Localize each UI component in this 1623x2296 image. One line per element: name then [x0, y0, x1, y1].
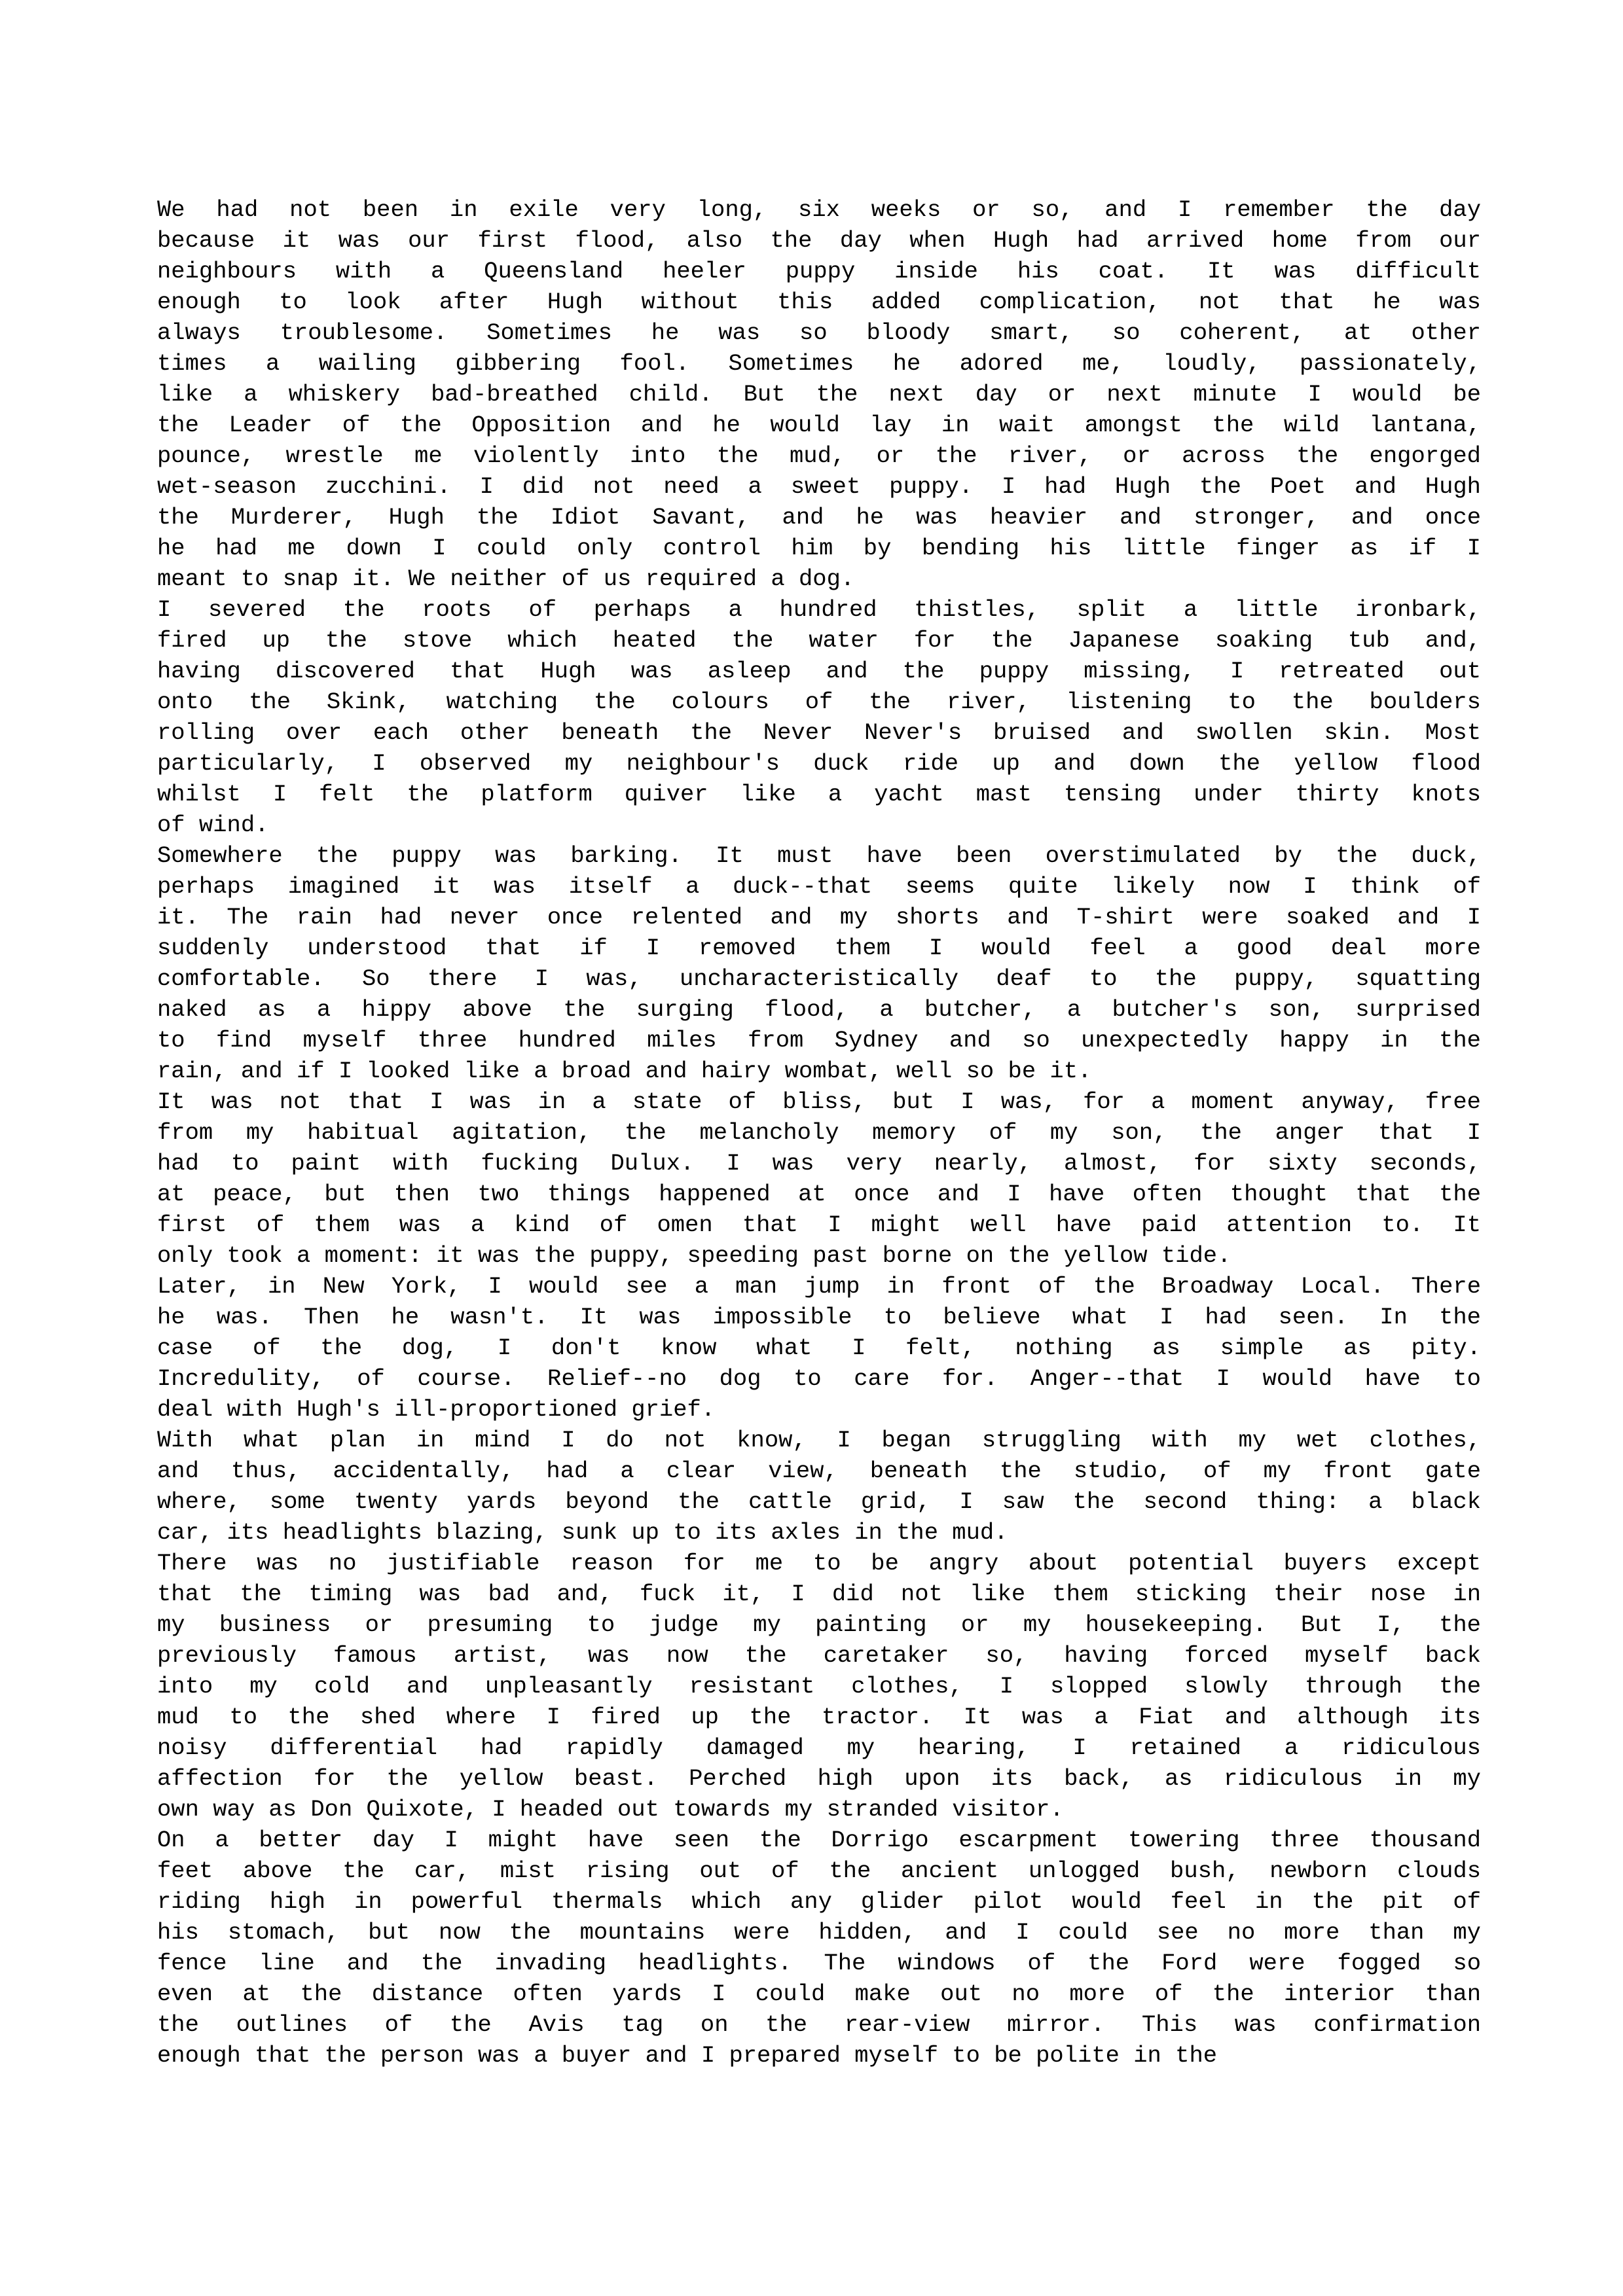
text-line: whilst I felt the platform quiver like a yacht mast tensing under thirty knots: [157, 781, 1481, 808]
text-line: had to paint with fucking Dulux. I was very nearly, almost, for sixty seconds,: [157, 1150, 1481, 1177]
text-line: own way as Don Quixote, I headed out towards my stranded visitor.: [157, 1796, 1064, 1823]
text-line: riding high in powerful thermals which any glider pilot would feel in the pit of: [157, 1888, 1481, 1915]
text-line: There was no justifiable reason for me to be angry about potential buyers except: [157, 1550, 1481, 1577]
text-line: from my habitual agitation, the melancholy memory of my son, the anger that I: [157, 1119, 1481, 1146]
paragraph: [157, 1548, 1481, 1825]
text-line: mud to the shed where I fired up the tractor. It was a Fiat and although its: [157, 1704, 1481, 1731]
text-line: It was not that I was in a state of bliss, but I was, for a moment anyway, free: [157, 1088, 1481, 1115]
text-line: pounce, wrestle me violently into the mud, or the river, or across the engorged: [157, 442, 1481, 469]
text-line: that the timing was bad and, fuck it, I did not like them sticking their nose in: [157, 1581, 1481, 1607]
paragraph: [157, 594, 1481, 840]
text-line: rain, and if I looked like a broad and hairy wombat, well so be it.: [157, 1058, 1092, 1085]
text-line: even at the distance often yards I could make out no more of the interior than: [157, 1981, 1481, 2007]
text-line: the outlines of the Avis tag on the rear-view mirror. This was confirmation: [157, 2011, 1481, 2038]
text-line: the Leader of the Opposition and he would lay in wait amongst the wild lantana,: [157, 412, 1481, 439]
paragraph: [157, 194, 1481, 594]
text-line: to find myself three hundred miles from Sydney and so unexpectedly happy in the: [157, 1027, 1481, 1054]
text-line: deal with Hugh's ill-proportioned grief.: [157, 1396, 716, 1423]
text-line: it. The rain had never once relented and my shorts and T-shirt were soaked and I: [157, 904, 1481, 931]
text-line: rolling over each other beneath the Never Never's bruised and swollen skin. Most: [157, 719, 1481, 746]
text-line: meant to snap it. We neither of us required a dog.: [157, 565, 855, 592]
text-line: case of the dog, I don't know what I felt, nothing as simple as pity.: [157, 1335, 1481, 1361]
text-line: my business or presuming to judge my painting or my housekeeping. But I, the: [157, 1611, 1481, 1638]
paragraph: [157, 840, 1481, 1086]
text-line: enough to look after Hugh without this added complication, not that he was: [157, 289, 1481, 315]
text-block: [157, 194, 1481, 2071]
text-line: fired up the stove which heated the water for the Japanese soaking tub and,: [157, 627, 1481, 654]
text-line: enough that the person was a buyer and I prepared myself to be polite in the: [157, 2042, 1218, 2069]
text-line: suddenly understood that if I removed them I would feel a good deal more: [157, 935, 1481, 961]
text-line: With what plan in mind I do not know, I began struggling with my wet clothes,: [157, 1427, 1481, 1454]
text-line: he had me down I could only control him by bending his little finger as if I: [157, 535, 1481, 562]
text-line: only took a moment: it was the puppy, speeding past borne on the yellow tide.: [157, 1242, 1231, 1269]
text-line: perhaps imagined it was itself a duck--that seems quite likely now I think of: [157, 873, 1481, 900]
text-line: first of them was a kind of omen that I might well have paid attention to. It: [157, 1211, 1481, 1238]
paragraph: [157, 1271, 1481, 1425]
text-line: of wind.: [157, 812, 269, 838]
text-line: where, some twenty yards beyond the cattle grid, I saw the second thing: a black: [157, 1488, 1481, 1515]
text-line: naked as a hippy above the surging flood, a butcher, a butcher's son, surprised: [157, 996, 1481, 1023]
text-line: into my cold and unpleasantly resistant clothes, I slopped slowly through the: [157, 1673, 1481, 1700]
text-line: like a whiskery bad-breathed child. But the next day or next minute I would be: [157, 381, 1481, 408]
text-line: at peace, but then two things happened at once and I have often thought that the: [157, 1181, 1481, 1208]
text-line: We had not been in exile very long, six weeks or so, and I remember the day: [157, 196, 1481, 223]
text-line: Incredulity, of course. Relief--no dog to care for. Anger--that I would have to: [157, 1365, 1481, 1392]
text-line: Somewhere the puppy was barking. It must have been overstimulated by the duck,: [157, 842, 1481, 869]
text-line: having discovered that Hugh was asleep and the puppy missing, I retreated out: [157, 658, 1481, 685]
paragraph: [157, 1425, 1481, 1548]
text-line: affection for the yellow beast. Perched high upon its back, as ridiculous in my: [157, 1765, 1481, 1792]
text-line: wet-season zucchini. I did not need a sweet puppy. I had Hugh the Poet and Hugh: [157, 473, 1481, 500]
text-line: he was. Then he wasn't. It was impossible to believe what I had seen. In the: [157, 1304, 1481, 1331]
text-line: onto the Skink, watching the colours of the river, listening to the boulders: [157, 689, 1481, 715]
text-line: comfortable. So there I was, uncharacteristically deaf to the puppy, squatting: [157, 965, 1481, 992]
text-line: car, its headlights blazing, sunk up to its axles in the mud.: [157, 1519, 1008, 1546]
text-line: the Murderer, Hugh the Idiot Savant, and he was heavier and stronger, and once: [157, 504, 1481, 531]
text-line: particularly, I observed my neighbour's duck ride up and down the yellow flood: [157, 750, 1481, 777]
text-line: Later, in New York, I would see a man jump in front of the Broadway Local. There: [157, 1273, 1481, 1300]
text-line: always troublesome. Sometimes he was so bloody smart, so coherent, at other: [157, 319, 1481, 346]
text-line: because it was our first flood, also the day when Hugh had arrived home from our: [157, 227, 1481, 254]
text-line: On a better day I might have seen the Dorrigo escarpment towering three thousand: [157, 1827, 1481, 1854]
text-line: feet above the car, mist rising out of the ancient unlogged bush, newborn clouds: [157, 1857, 1481, 1884]
paragraph: [157, 1086, 1481, 1271]
text-line: times a wailing gibbering fool. Sometimes he adored me, loudly, passionately,: [157, 350, 1481, 377]
text-line: noisy differential had rapidly damaged my hearing, I retained a ridiculous: [157, 1734, 1481, 1761]
text-line: and thus, accidentally, had a clear view, beneath the studio, of my front gate: [157, 1458, 1481, 1484]
text-line: previously famous artist, was now the caretaker so, having forced myself back: [157, 1642, 1481, 1669]
text-line: I severed the roots of perhaps a hundred thistles, split a little ironbark,: [157, 596, 1481, 623]
text-line: neighbours with a Queensland heeler puppy inside his coat. It was difficult: [157, 258, 1481, 285]
text-line: fence line and the invading headlights. The windows of the Ford were fogged so: [157, 1950, 1481, 1977]
paragraph: [157, 1825, 1481, 2071]
text-line: his stomach, but now the mountains were hidden, and I could see no more than my: [157, 1919, 1481, 1946]
